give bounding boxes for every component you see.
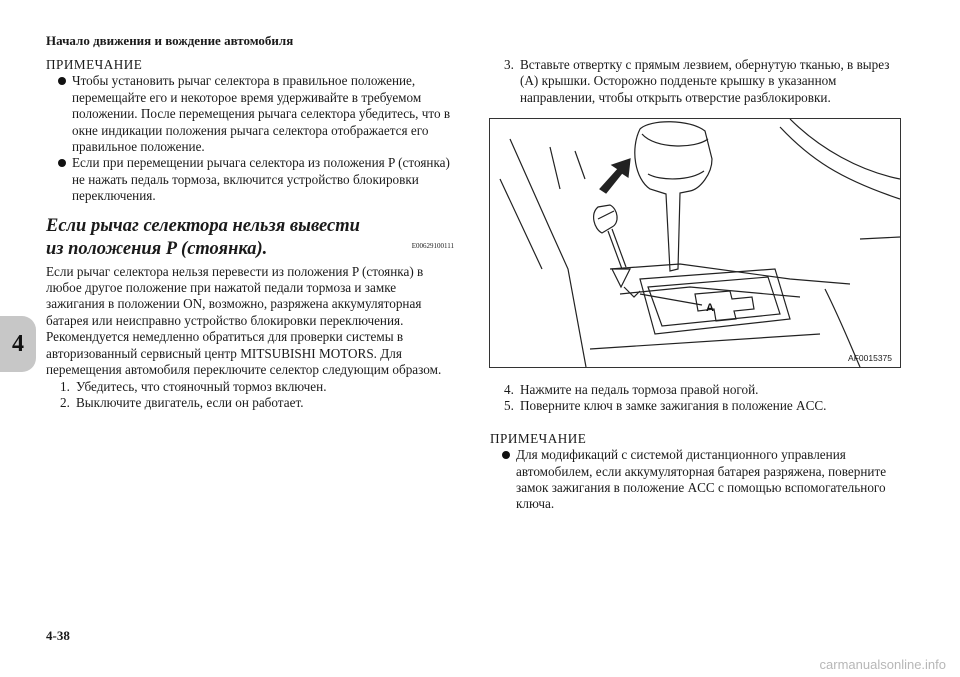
section-heading-line: Если рычаг селектора нельзя вывести xyxy=(46,215,360,236)
step-text: Вставьте отвертку с прямым лезвием, обернутую тканью, в вырез (A) крышки. Осторожно подденьте крышку в указанном направлении, чтобы открыть отверстие разблокировки. xyxy=(520,57,890,105)
step-text: Поверните ключ в замке зажигания в положение ACC. xyxy=(520,398,827,414)
note-bullet xyxy=(490,447,910,513)
step-number: 3. xyxy=(504,57,514,72)
gear-selector-illustration xyxy=(489,118,901,368)
section-heading xyxy=(46,215,454,261)
right-column-bottom xyxy=(490,382,910,513)
note-heading: ПРИМЕЧАНИЕ xyxy=(490,430,587,446)
illustration-drawing xyxy=(490,119,900,367)
step-item xyxy=(490,398,910,414)
section-heading-line: из положения P (стоянка). xyxy=(46,238,268,259)
running-header: Начало движения и вождение автомобиля xyxy=(46,33,294,48)
right-column-top xyxy=(490,57,910,106)
figure-code: AF0015375 xyxy=(848,353,892,363)
body-paragraph: Если рычаг селектора нельзя перевести из положения P (стоянка) в любое другое положение при нажатой педали тормоза и замке зажигания в положении ON, возможно, разряжена аккумуляторная батарея или неисправно устройство блокировки переключения. Рекомендуется немедленно обратиться для проверки системы в авторизованный сервисный центр MITSUBISHI MOTORS. Для перемещения автомобиля переключите селектор следующим образом. xyxy=(46,263,442,378)
note-bullet xyxy=(46,155,454,204)
step-text: Выключите двигатель, если он работает. xyxy=(76,394,304,410)
note-bullet-text: Если при перемещении рычага селектора из положения P (стоянка) не нажать педаль тормоза, включится устройство блокировки переключения. xyxy=(72,155,450,204)
note-bullet-text: Для модификаций с системой дистанционного управления автомобилем, если аккумуляторная батарея разряжена, поверните замок зажигания в положение ACC с помощью вспомогательного ключа. xyxy=(516,447,887,512)
step-number: 1. xyxy=(60,378,70,394)
note-bullet xyxy=(46,73,454,155)
step-text: Нажмите на педаль тормоза правой ногой. xyxy=(520,382,759,397)
bullet-dot-icon xyxy=(58,159,66,167)
bullet-dot-icon xyxy=(502,451,510,459)
step-item xyxy=(46,379,454,395)
step-number: 2. xyxy=(60,394,70,410)
step-number: 4. xyxy=(504,382,514,397)
note-bullet-text: Чтобы установить рычаг селектора в правильное положение, перемещайте его и некоторое время удерживайте в требуемом положении. После перемещения рычага селектора убедитесь, что в окне индикации положения рычага селектора отображается его правильное положение. xyxy=(72,73,451,155)
step-item xyxy=(490,57,910,106)
page-number: 4-38 xyxy=(46,628,70,643)
step-item xyxy=(46,395,454,411)
section-code: E00629100111 xyxy=(411,241,454,250)
step-item xyxy=(490,382,910,398)
chapter-tab: 4 xyxy=(0,316,36,372)
left-column xyxy=(46,57,454,411)
bullet-dot-icon xyxy=(58,77,66,85)
step-text: Убедитесь, что стояночный тормоз включен. xyxy=(76,378,327,394)
note-heading: ПРИМЕЧАНИЕ xyxy=(46,57,143,72)
watermark-text: carmanualsonline.info xyxy=(819,657,946,672)
step-number: 5. xyxy=(504,398,514,414)
figure-label-a: A xyxy=(706,302,714,314)
